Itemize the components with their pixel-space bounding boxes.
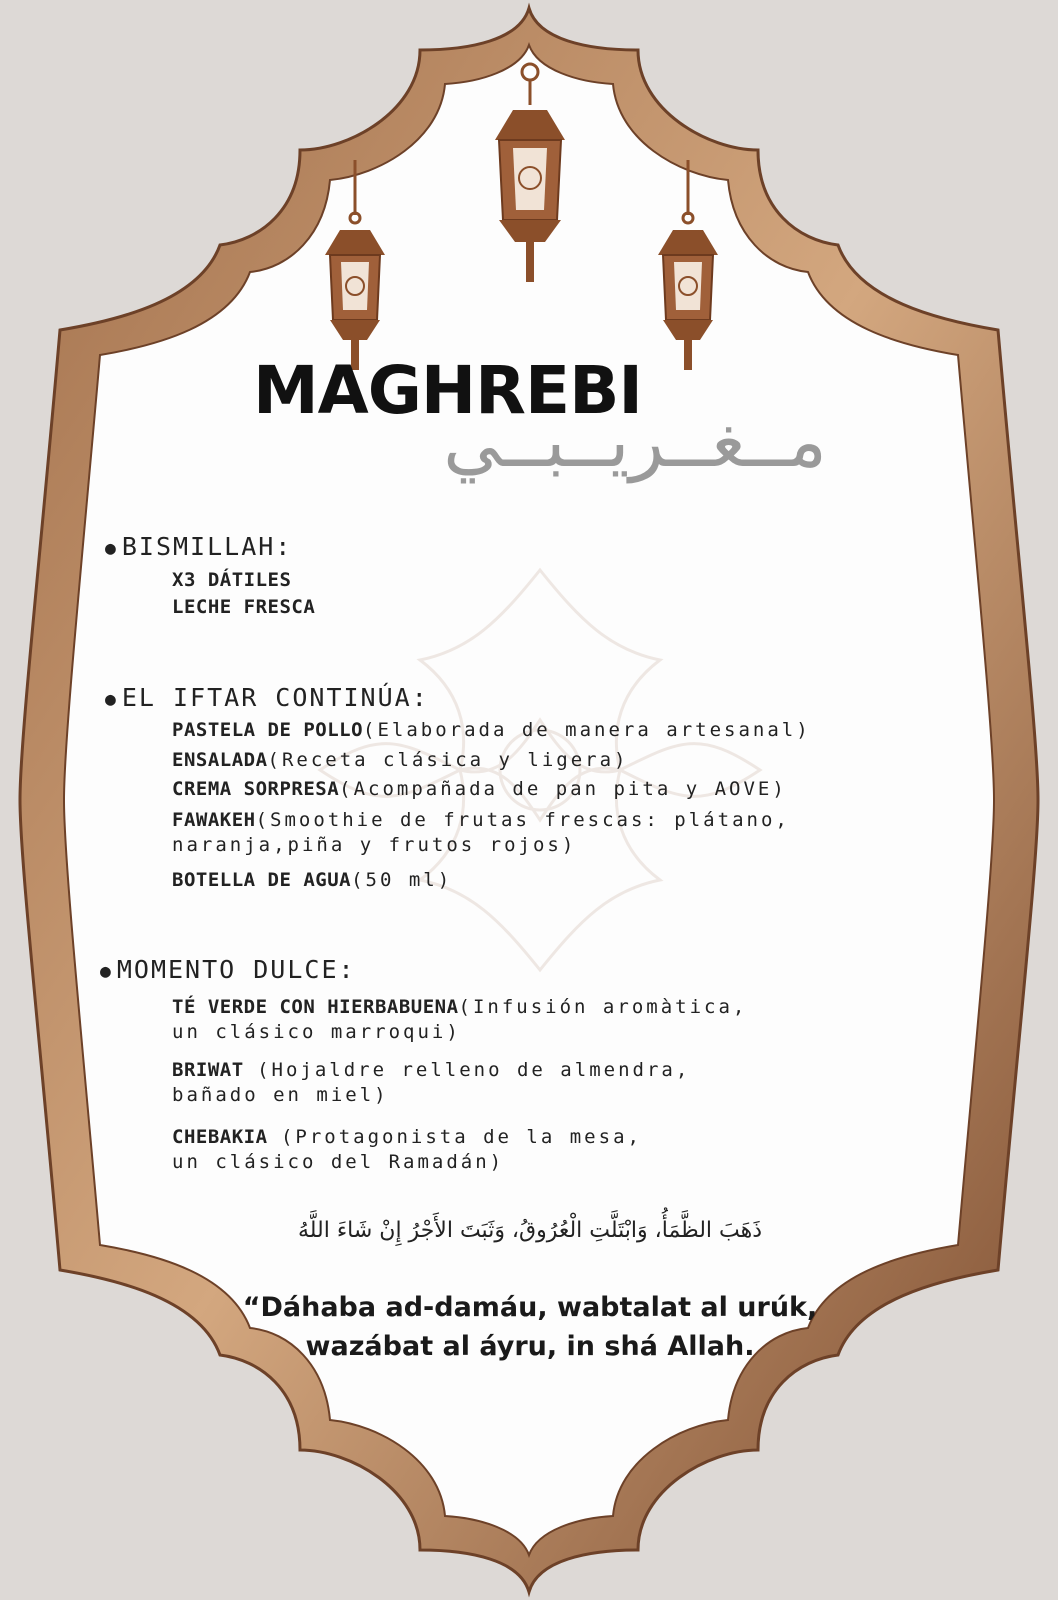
item-name: FAWAKEH <box>172 809 256 831</box>
item-description-cont: un clásico marroqui) <box>172 1020 461 1043</box>
bullet-icon: ● <box>105 688 118 710</box>
menu-item <box>172 995 747 1044</box>
arabic-dua: ذَهَبَ الظَّمَأُ، وَابْتَلَّتِ الْعُرُوقُ، وَثَبَتَ الأَجْرُ إِنْ شَاءَ اللَّهُ <box>297 1218 763 1243</box>
item-name: ENSALADA <box>172 749 268 771</box>
item-name: BRIWAT <box>172 1059 244 1081</box>
item-name: PASTELA DE POLLO <box>172 719 364 741</box>
dua-transliteration <box>180 1288 880 1366</box>
item-name: TÉ VERDE CON HIERBABUENA <box>172 996 459 1018</box>
menu-item <box>172 1058 690 1107</box>
item-name: CREMA SORPRESA <box>172 778 340 800</box>
lantern-icon <box>485 60 575 290</box>
lantern-icon <box>648 160 728 380</box>
bullet-icon: ● <box>100 960 113 982</box>
section-heading-label: MOMENTO DULCE: <box>116 955 356 984</box>
item-description: (50 ml) <box>351 869 453 891</box>
menu-title: MAGHREBI <box>253 352 642 429</box>
menu-item <box>172 777 787 802</box>
item-description-cont: naranja,piña y frutos rojos) <box>172 833 577 856</box>
menu-item <box>172 595 315 620</box>
quote-line: wazábat al áyru, in shá Allah. <box>305 1331 755 1363</box>
item-description: (Hojaldre relleno de almendra, <box>257 1059 691 1081</box>
arabic-title: مــغــريــبــي <box>443 399 827 483</box>
section-heading-bismillah <box>105 532 292 561</box>
bullet-icon: ● <box>105 537 118 559</box>
item-description: (Infusión aromàtica, <box>458 996 748 1018</box>
lantern-icon <box>315 160 395 380</box>
section-heading-label: BISMILLAH: <box>121 532 293 561</box>
section-heading-label: EL IFTAR CONTINÚA: <box>121 683 429 712</box>
item-description: (Smoothie de frutas frescas: plátano, <box>255 809 790 831</box>
item-name: LECHE FRESCA <box>172 596 316 618</box>
section-heading-iftar <box>105 683 429 712</box>
section-heading-dulce <box>100 955 356 984</box>
menu-item <box>172 568 291 593</box>
item-name: X3 DÁTILES <box>172 569 292 591</box>
item-description: (Protagonista de la mesa, <box>280 1126 642 1148</box>
item-description-cont: bañado en miel) <box>172 1083 389 1106</box>
item-description: (Acompañada de pan pita y AOVE) <box>339 778 787 800</box>
menu-item <box>172 718 811 743</box>
item-description-cont: un clásico del Ramadán) <box>172 1150 505 1173</box>
menu-item <box>172 748 629 773</box>
menu-item <box>172 868 452 893</box>
item-description: (Receta clásica y ligera) <box>267 749 629 771</box>
menu-item <box>172 1125 642 1174</box>
menu-item <box>172 808 790 857</box>
item-name: BOTELLA DE AGUA <box>172 869 352 891</box>
quote-line: “Dáhaba ad-damáu, wabtalat al urúk, <box>242 1292 818 1323</box>
item-description: (Elaborada de manera artesanal) <box>363 719 811 741</box>
item-name: CHEBAKIA <box>172 1126 268 1148</box>
